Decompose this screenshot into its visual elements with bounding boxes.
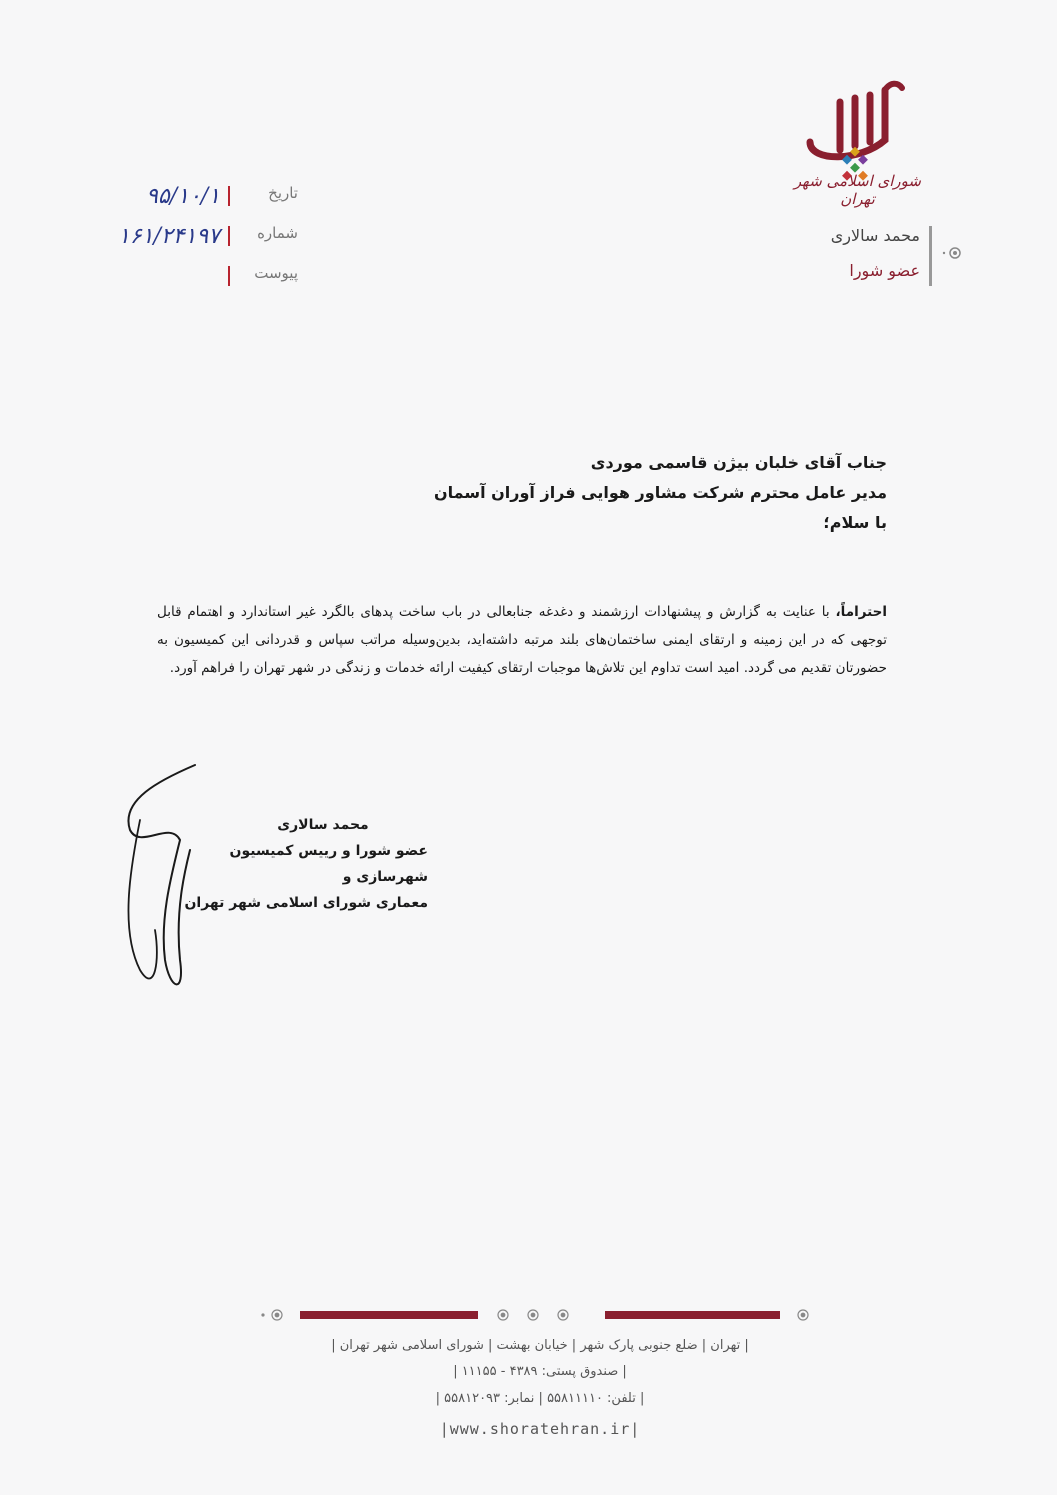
meta-separator <box>228 226 230 246</box>
footer-pobox: | صندوق پستی: ۴۳۸۹ - ۱۱۱۵۵ | <box>453 1364 627 1379</box>
meta-separator <box>228 266 230 286</box>
meta-values <box>80 184 220 264</box>
footer-phone: | تلفن: ۵۵۸۱۱۱۱۰ | نمابر: ۵۵۸۱۲۰۹۳ | <box>435 1391 645 1406</box>
sender-block <box>780 226 920 280</box>
logo-caption: شورای اسلامی شهر تهران <box>794 172 921 208</box>
date-label: تاریخ <box>268 184 298 202</box>
meta-separator <box>228 186 230 206</box>
rosette-icon <box>940 245 964 261</box>
sender-name: محمد سالاری <box>830 226 920 245</box>
signer-name: محمد سالاری <box>277 817 369 833</box>
signature-block <box>178 812 428 916</box>
addressee-title: مدیر عامل محترم شرکت مشاور هوایی فراز آوران آسمان <box>433 483 887 502</box>
attachment-label: پیوست <box>254 264 298 282</box>
footer-website[interactable]: |www.shoratehran.ir| <box>439 1420 641 1438</box>
letter-body <box>157 598 887 682</box>
date-value: ۹۵/۱۰/۱ <box>146 184 220 209</box>
signer-title-2: معماری شورای اسلامی شهر تهران <box>184 895 428 911</box>
body-text: با عنایت به گزارش و پیشنهادات ارزشمند و دغدغه جنابعالی در باب ساخت پدهای بالگرد غیر استاندارد و اهتمام قابل توجهی که در این زمینه و ارتقای ایمنی ساختمان‌های بلند مرتبه داشته‌اید، بدین‌وسیله مراتب سپاس و قدردانی این کمیسیون به حضورتان تقدیم می گردد. امید است تداوم این تلاش‌ها موجبات ارتقای کیفیت ارائه خدمات و زندگی در شهر تهران را فراهم آورد. <box>157 604 887 676</box>
body-lead: احتراماً، <box>835 604 887 620</box>
number-value: ۱۶۱/۲۴۱۹۷ <box>118 224 220 249</box>
footer-address: | تهران | ضلع جنوبی پارک شهر | خیابان بهشت | شورای اسلامی شهر تهران | <box>331 1338 749 1353</box>
meta-labels <box>228 184 308 304</box>
sender-divider <box>929 226 932 286</box>
signer-title-1: عضو شورا و رییس کمیسیون شهرسازی و <box>229 843 428 885</box>
addressee-block <box>327 448 887 538</box>
footer-ornament <box>255 1305 815 1325</box>
sender-role: عضو شورا <box>849 261 920 280</box>
greeting: با سلام؛ <box>823 513 887 532</box>
addressee-name: جناب آقای خلبان بیژن قاسمی موردی <box>590 453 887 472</box>
number-label: شماره <box>257 224 298 242</box>
